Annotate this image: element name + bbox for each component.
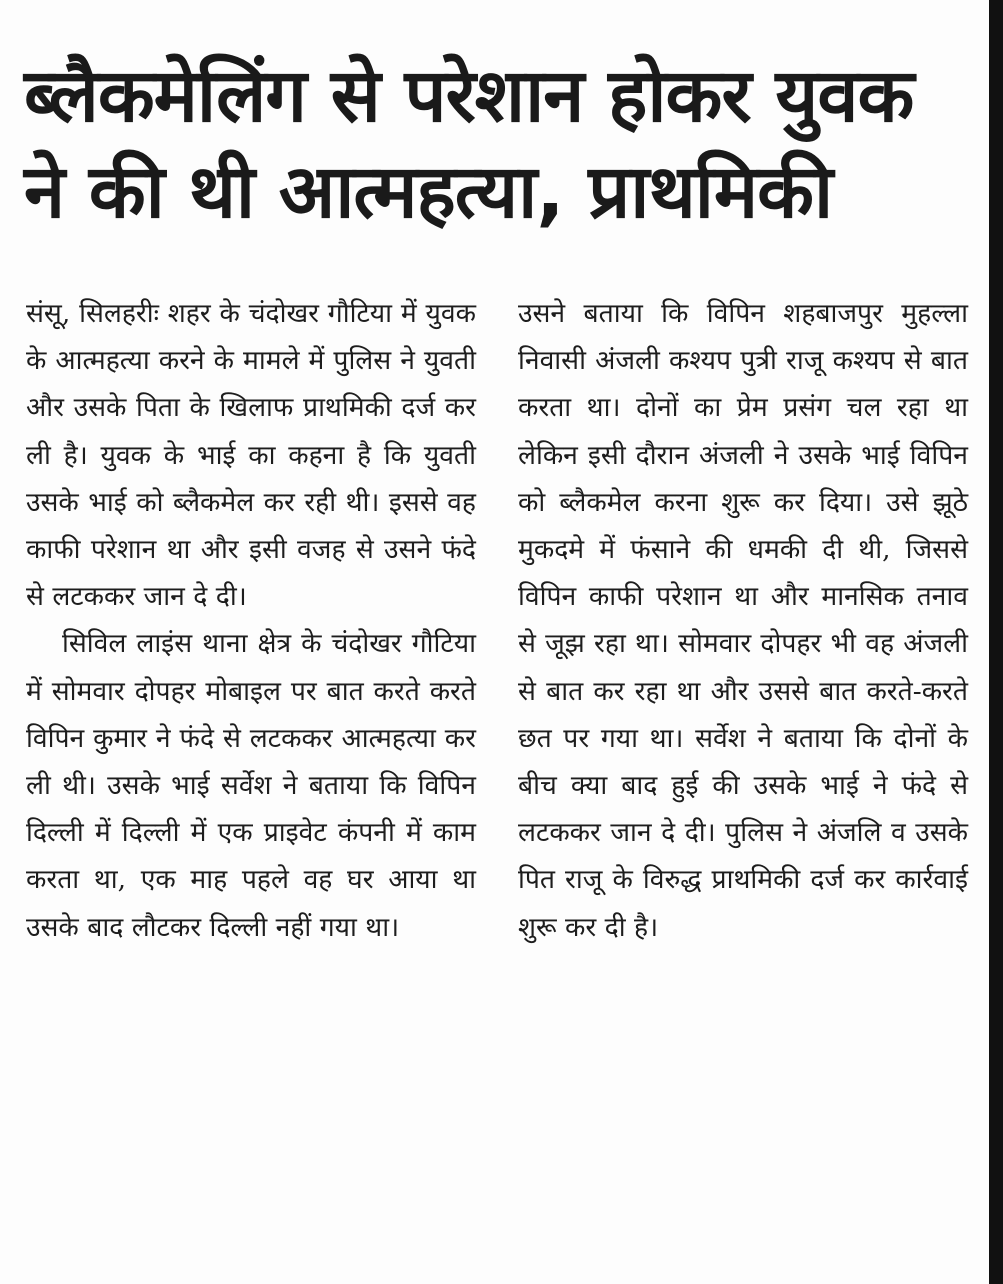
headline-line-2: ने की थी आत्महत्या, प्राथमिकी (24, 149, 833, 235)
headline-line-1: ब्लैकमेलिंग से परेशान होकर युवक (24, 53, 914, 139)
left-paragraph-1: संसू, सिलहरीः शहर के चंदोखर गौटिया में युवक के आत्महत्या करने के मामले में पुलिस ने युवती और उसके पिता के खिलाफ प्राथमिकी दर्ज कर ली है। युवक के भाई का कहना है कि युवती उसके भाई को ब्लैकमेल कर रही थी। इससे वह काफी परेशान था और इसी वजह से उसने फंदे से लटककर जान दे दी। (26, 298, 476, 613)
edge-border (989, 0, 1003, 1284)
right-column (518, 290, 968, 951)
left-paragraph-2: सिविल लाइंस थाना क्षेत्र के चंदोखर गौटिया में सोमवार दोपहर मोबाइल पर बात करते करते विपिन कुमार ने फंदे से लटककर आत्महत्या कर ली थी। उसके भाई सर्वेश ने बताया कि विपिन दिल्ली में दिल्ली में एक प्राइवेट कंपनी में काम करता था, एक माह पहले वह घर आया था उसके बाद लौटकर दिल्ली नहीं गया था। (26, 628, 476, 943)
headline (24, 48, 974, 240)
left-column (26, 290, 476, 951)
right-paragraph-1: उसने बताया कि विपिन शहबाजपुर मुहल्ला निवासी अंजली कश्यप पुत्री राजू कश्यप से बात करता था। दोनों का प्रेम प्रसंग चल रहा था लेकिन इसी दौरान अंजली ने उसके भाई विपिन को ब्लैकमेल करना शुरू कर दिया। उसे झूठे मुकदमे में फंसाने की धमकी दी थी, जिससे विपिन काफी परेशान था और मानसिक तनाव से जूझ रहा था। सोमवार दोपहर भी वह अंजली से बात कर रहा था और उससे बात करते-करते छत पर गया था। सर्वेश ने बताया कि दोनों के बीच क्या बाद हुई की उसके भाई ने फंदे से लटककर जान दे दी। पुलिस ने अंजलि व उसके पित राजू के विरुद्ध प्राथमिकी दर्ज कर कार्रवाई शुरू कर दी है। (518, 298, 968, 943)
